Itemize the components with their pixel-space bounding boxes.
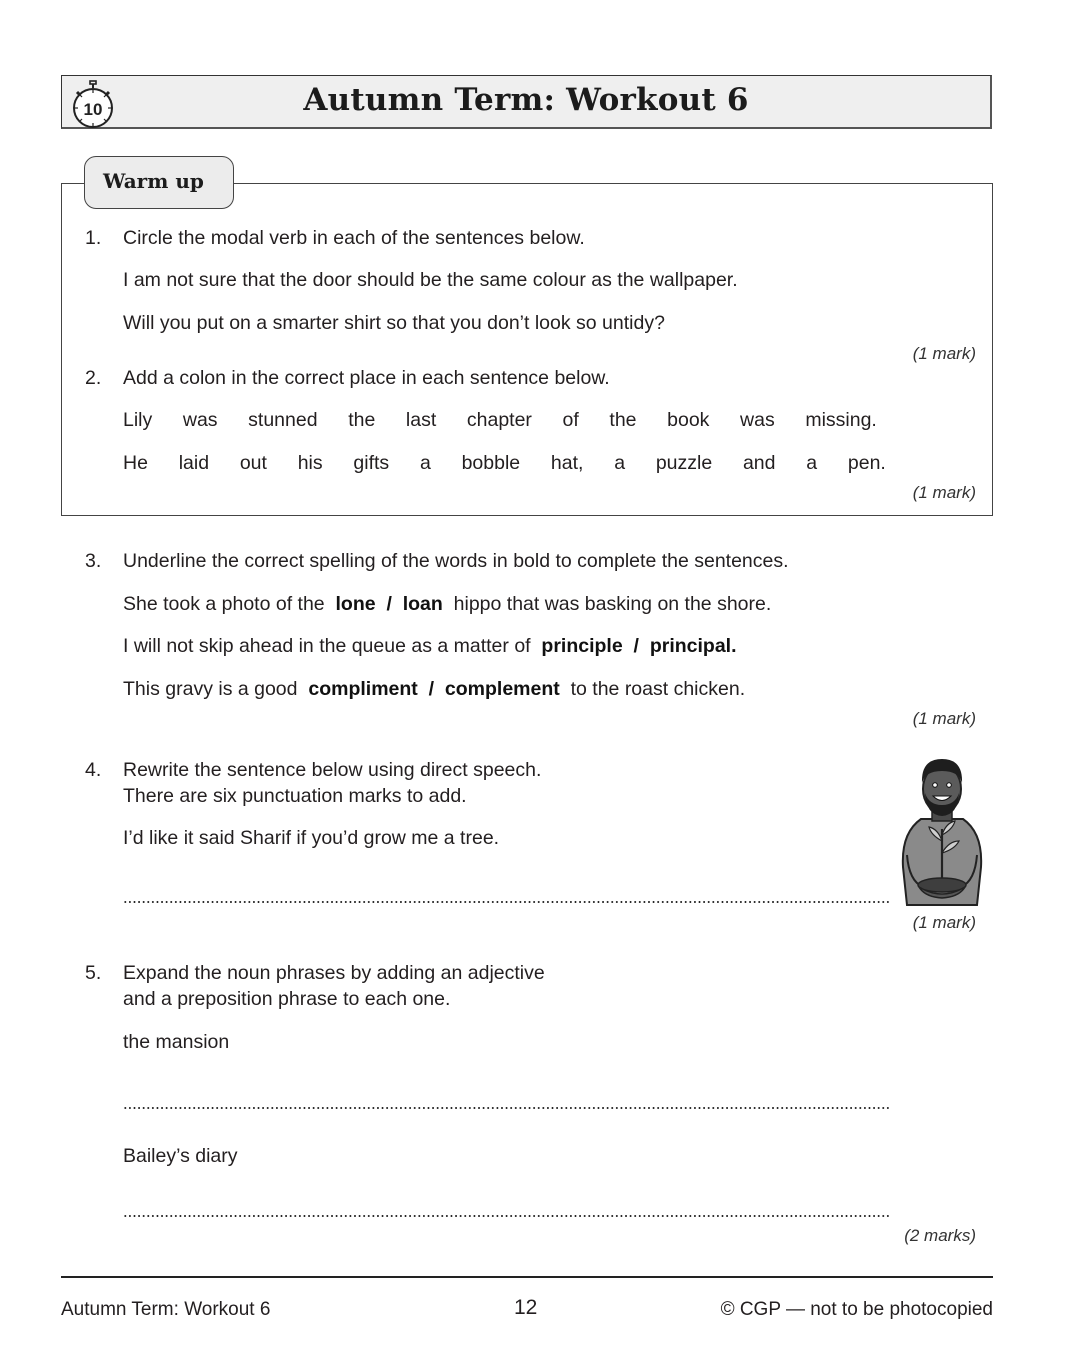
word: a <box>419 452 431 474</box>
page-title: Autumn Term: Workout 6 <box>303 82 749 118</box>
question-4-number: 4. <box>85 759 102 781</box>
sentence-before: This gravy is a good <box>123 678 298 700</box>
word: bobble <box>461 452 521 474</box>
word: last <box>405 409 437 431</box>
question-4-instruction-line-2: There are six punctuation marks to add. <box>123 785 467 807</box>
word: chapter <box>466 409 532 431</box>
option-separator: / <box>633 635 639 657</box>
option-b[interactable]: principal. <box>649 635 737 657</box>
question-5-number: 5. <box>85 962 102 984</box>
question-5-instruction-line-2: and a preposition phrase to each one. <box>123 988 451 1010</box>
question-5-phrase-2: Bailey’s diary <box>123 1145 238 1167</box>
question-5-answer-line-1[interactable] <box>123 1107 891 1109</box>
word: book <box>667 409 710 431</box>
question-1-instruction: Circle the modal verb in each of the sentences below. <box>123 227 585 249</box>
timer-minutes: 10 <box>83 100 103 119</box>
option-separator: / <box>428 678 435 700</box>
question-1-sentence-1[interactable]: I am not sure that the door should be the same colour as the wallpaper. <box>123 269 738 291</box>
word: a <box>614 452 626 474</box>
question-4-answer-line[interactable] <box>123 901 891 903</box>
word: puzzle <box>655 452 713 474</box>
question-4-instruction-line-1: Rewrite the sentence below using direct speech. <box>123 759 542 781</box>
question-5-phrase-1: the mansion <box>123 1031 230 1053</box>
word: stunned <box>248 409 318 431</box>
sentence-before: She took a photo of the <box>123 593 325 615</box>
question-5-answer-line-2[interactable] <box>123 1215 891 1217</box>
word: hat, <box>550 452 584 474</box>
title-bar <box>61 75 992 129</box>
question-2-sentence-2[interactable] <box>123 451 886 475</box>
question-2-marks: (1 mark) <box>912 483 976 502</box>
question-4-marks: (1 mark) <box>912 913 976 932</box>
word: and <box>742 452 776 474</box>
footer-title: Autumn Term: Workout 6 <box>61 1299 271 1320</box>
option-a[interactable]: principle <box>541 635 623 657</box>
character-holding-sapling-illustration <box>893 755 991 907</box>
word: Lily <box>123 409 153 431</box>
option-a[interactable]: compliment <box>308 678 418 700</box>
question-3-sentence-2 <box>123 634 737 658</box>
word: a <box>806 452 818 474</box>
word: the <box>609 409 637 431</box>
word: of <box>562 409 579 431</box>
option-a[interactable]: lone <box>335 593 376 615</box>
question-5-marks: (2 marks) <box>904 1226 976 1245</box>
option-b[interactable]: complement <box>444 678 560 700</box>
option-separator: / <box>386 593 392 615</box>
question-3-marks: (1 mark) <box>912 709 976 728</box>
question-1-marks: (1 mark) <box>912 344 976 363</box>
question-2-number: 2. <box>85 367 102 389</box>
word: gifts <box>353 452 390 474</box>
word: was <box>740 409 775 431</box>
question-3-instruction: Underline the correct spelling of the words in bold to complete the sentences. <box>123 550 789 572</box>
copyright-notice: © CGP — not to be photocopied <box>720 1299 993 1320</box>
question-3-sentence-3 <box>123 677 745 701</box>
word: was <box>182 409 218 431</box>
word: missing. <box>805 409 877 431</box>
footer-divider <box>61 1276 993 1278</box>
sentence-after: hippo that was basking on the shore. <box>453 593 772 615</box>
sentence-before: I will not skip ahead in the queue as a matter of <box>123 635 531 657</box>
question-2-sentence-1[interactable] <box>123 408 877 432</box>
word: his <box>297 452 323 474</box>
option-b[interactable]: loan <box>402 593 443 615</box>
warm-up-tab <box>84 156 234 209</box>
sentence-after: to the roast chicken. <box>570 678 746 700</box>
warm-up-label: Warm up <box>103 169 204 193</box>
question-1-number: 1. <box>85 227 102 249</box>
word: pen. <box>847 452 886 474</box>
question-5-instruction-line-1: Expand the noun phrases by adding an adjective <box>123 962 545 984</box>
word: out <box>239 452 267 474</box>
question-1-sentence-2[interactable]: Will you put on a smarter shirt so that you don’t look so untidy? <box>123 312 665 334</box>
word: He <box>123 452 148 474</box>
question-3-sentence-1 <box>123 592 771 616</box>
word: laid <box>178 452 210 474</box>
page-number: 12 <box>514 1296 538 1319</box>
question-4-sentence: I’d like it said Sharif if you’d grow me a tree. <box>123 827 500 849</box>
question-2-instruction: Add a colon in the correct place in each sentence below. <box>123 367 610 389</box>
question-3-number: 3. <box>85 550 102 572</box>
word: the <box>348 409 376 431</box>
